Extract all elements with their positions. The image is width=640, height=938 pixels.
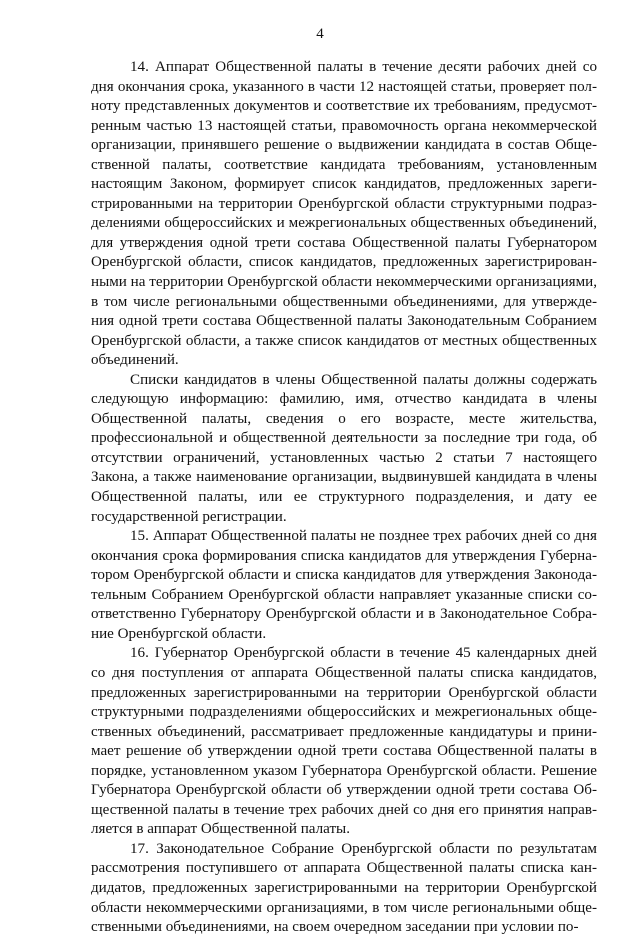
paragraph-14: 14. Аппарат Общественной палаты в течение десяти рабочих дней со дня окончания срока, указанного в части 12 настоящей статьи, проверяет полноту представленных документов и соответствие их требованиям, предусмотренным частью 13 настоящей статьи, правомочность органа некоммерческой организации, принявшего решение о выдвижении кандидата в состав Общественной палаты, соответствие кандидата требованиям, установленным настоящим Законом, формирует список кандидатов, предложенных зарегистрированными на территории Оренбургской области структурными подразделениями общероссийских и межрегиональных общественных объединений, для утверждения одной трети состава Общественной палаты Губернатором Оренбургской области, список кандидатов, предложенных зарегистрированными на территории Оренбургской области некоммерческими организациями, в том числе региональными общественными объединениями, для утверждения одной трети состава Общественной палаты Законодательным Собранием Оренбургской области, а также список кандидатов от местных общественных объединений. <box>91 59 597 369</box>
document-body <box>91 58 597 938</box>
paragraph-17: 17. Законодательное Собрание Оренбургской области по результатам рассмотрения поступившего от аппарата Общественной палаты списка кандидатов, предложенных зарегистрированными на территории Оренбургской области некоммерческими организациями, в том числе региональными общественными объединениями, на своем очередном заседании при условии по- <box>91 840 597 936</box>
paragraph-candidate-lists: Списки кандидатов в члены Общественной палаты должны содержать следующую информацию: фамилию, имя, отчество кандидата в члены Общественной палаты, сведения о его возрасте, месте жительства, профессиональной и общественной деятельности за последние три года, об отсутствии ограничений, установленных частью 2 статьи 7 настоящего Закона, а также наименование организации, выдвинувшей кандидата в члены Общественной палаты, или ее структурного подразделения, и дату ее государственной регистрации. <box>91 371 597 525</box>
paragraph-16: 16. Губернатор Оренбургской области в течение 45 календарных дней со дня поступления от аппарата Общественной палаты списка кандидатов, предложенных зарегистрированными на территории Оренбургской области структурными подразделениями общероссийских и межрегиональных общественных объединений, рассматривает предложенные кандидатуры и принимает решение об утверждении одной трети состава Общественной палаты в порядке, установленном указом Губернатора Оренбургской области. Решение Губернатора Оренбургской области об утверждении одной трети состава Общественной палаты в течение трех рабочих дней со дня его принятия направляется в аппарат Общественной палаты. <box>91 645 597 838</box>
page-number: 4 <box>316 26 324 42</box>
paragraph-15: 15. Аппарат Общественной палаты не позднее трех рабочих дней со дня окончания срока формирования списка кандидатов для утверждения Губернатором Оренбургской области и списка кандидатов для утверждения Законодательным Собранием Оренбургской области направляет указанные списки соответственно Губернатору Оренбургской области и в Законодательное Собрание Оренбургской области. <box>91 528 597 642</box>
